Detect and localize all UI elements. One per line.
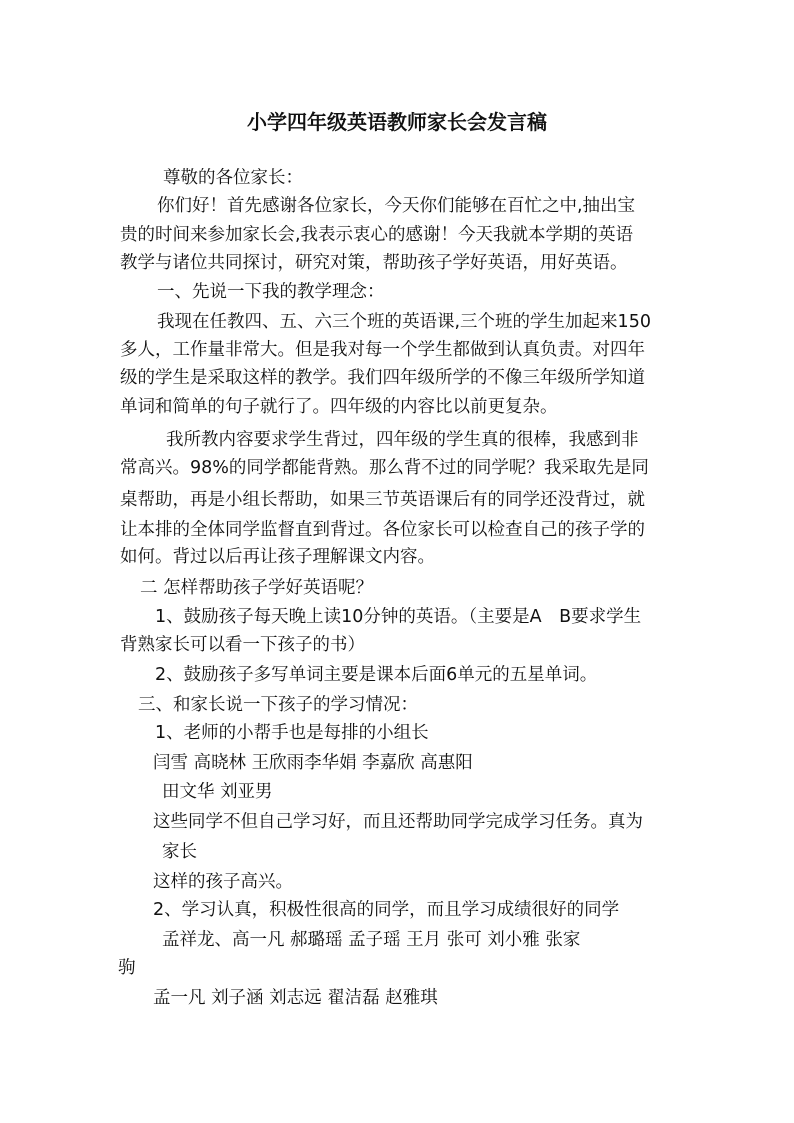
name-list: 孟祥龙、高一凡 郝璐瑶 孟子瑶 王月 张可 刘小雅 张家 bbox=[162, 930, 581, 950]
name-list: 闫雪 高晓林 王欣雨李华娟 李嘉欣 高惠阳 bbox=[153, 753, 473, 773]
text-line: 这样的孩子高兴。 bbox=[153, 872, 293, 892]
text-line: 1、老师的小帮手也是每排的小组长 bbox=[155, 723, 429, 743]
section-heading-3: 三、和家长说一下孩子的学习情况： bbox=[138, 695, 418, 715]
text-line: 2、学习认真，积极性很高的同学，而且学习成绩很好的同学 bbox=[153, 900, 620, 920]
text-line: 如何。背过以后再让孩子理解课文内容。 bbox=[120, 547, 435, 567]
text-line: 我所教内容要求学生背过，四年级的学生真的很棒，我感到非 bbox=[166, 430, 639, 450]
text-line: 贵的时间来参加家长会,我表示衷心的感谢！今天我就本学期的英语 bbox=[120, 225, 634, 245]
salutation: 尊敬的各位家长： bbox=[163, 168, 303, 188]
text-line: 教学与诸位共同探讨，研究对策，帮助孩子学好英语，用好英语。 bbox=[120, 253, 628, 273]
text-line: 桌帮助，再是小组长帮助，如果三节英语课后有的同学还没背过，就 bbox=[120, 490, 645, 510]
document-title: 小学四年级英语教师家长会发言稿 bbox=[247, 110, 547, 134]
text-line: 2、鼓励孩子多写单词主要是课本后面6单元的五星单词。 bbox=[155, 665, 598, 685]
text-line: 我现在任教四、五、六三个班的英语课,三个班的学生加起来150 bbox=[157, 312, 651, 332]
name-list: 孟一凡 刘子涵 刘志远 翟洁磊 赵雅琪 bbox=[153, 988, 438, 1008]
text-line: 你们好！首先感谢各位家长，今天你们能够在百忙之中,抽出宝 bbox=[157, 196, 636, 216]
name-list: 田文华 刘亚男 bbox=[162, 782, 273, 802]
section-heading-1: 一、先说一下我的教学理念： bbox=[157, 282, 385, 302]
text-line: 1、鼓励孩子每天晚上读10分钟的英语。（主要是A B要求学生 bbox=[155, 607, 642, 627]
text-line: 级的学生是采取这样的教学。我们四年级所学的不像三年级所学知道 bbox=[120, 368, 645, 388]
text-line: 单词和简单的句子就行了。四年级的内容比以前更复杂。 bbox=[120, 397, 558, 417]
text-line: 家长 bbox=[162, 842, 197, 862]
section-heading-2: 二 怎样帮助孩子学好英语呢？ bbox=[140, 578, 374, 598]
text-line: 让本排的全体同学监督直到背过。各位家长可以检查自己的孩子学的 bbox=[120, 520, 645, 540]
text-line: 常高兴。98%的同学都能背熟。那么背不过的同学呢？我采取先是同 bbox=[120, 458, 649, 478]
text-line: 背熟家长可以看一下孩子的书） bbox=[120, 635, 365, 655]
text-line: 这些同学不但自己学习好，而且还帮助同学完成学习任务。真为 bbox=[153, 812, 643, 832]
text-line: 多人，工作量非常大。但是我对每一个学生都做到认真负责。对四年 bbox=[120, 340, 645, 360]
name-list: 驹 bbox=[118, 958, 136, 978]
